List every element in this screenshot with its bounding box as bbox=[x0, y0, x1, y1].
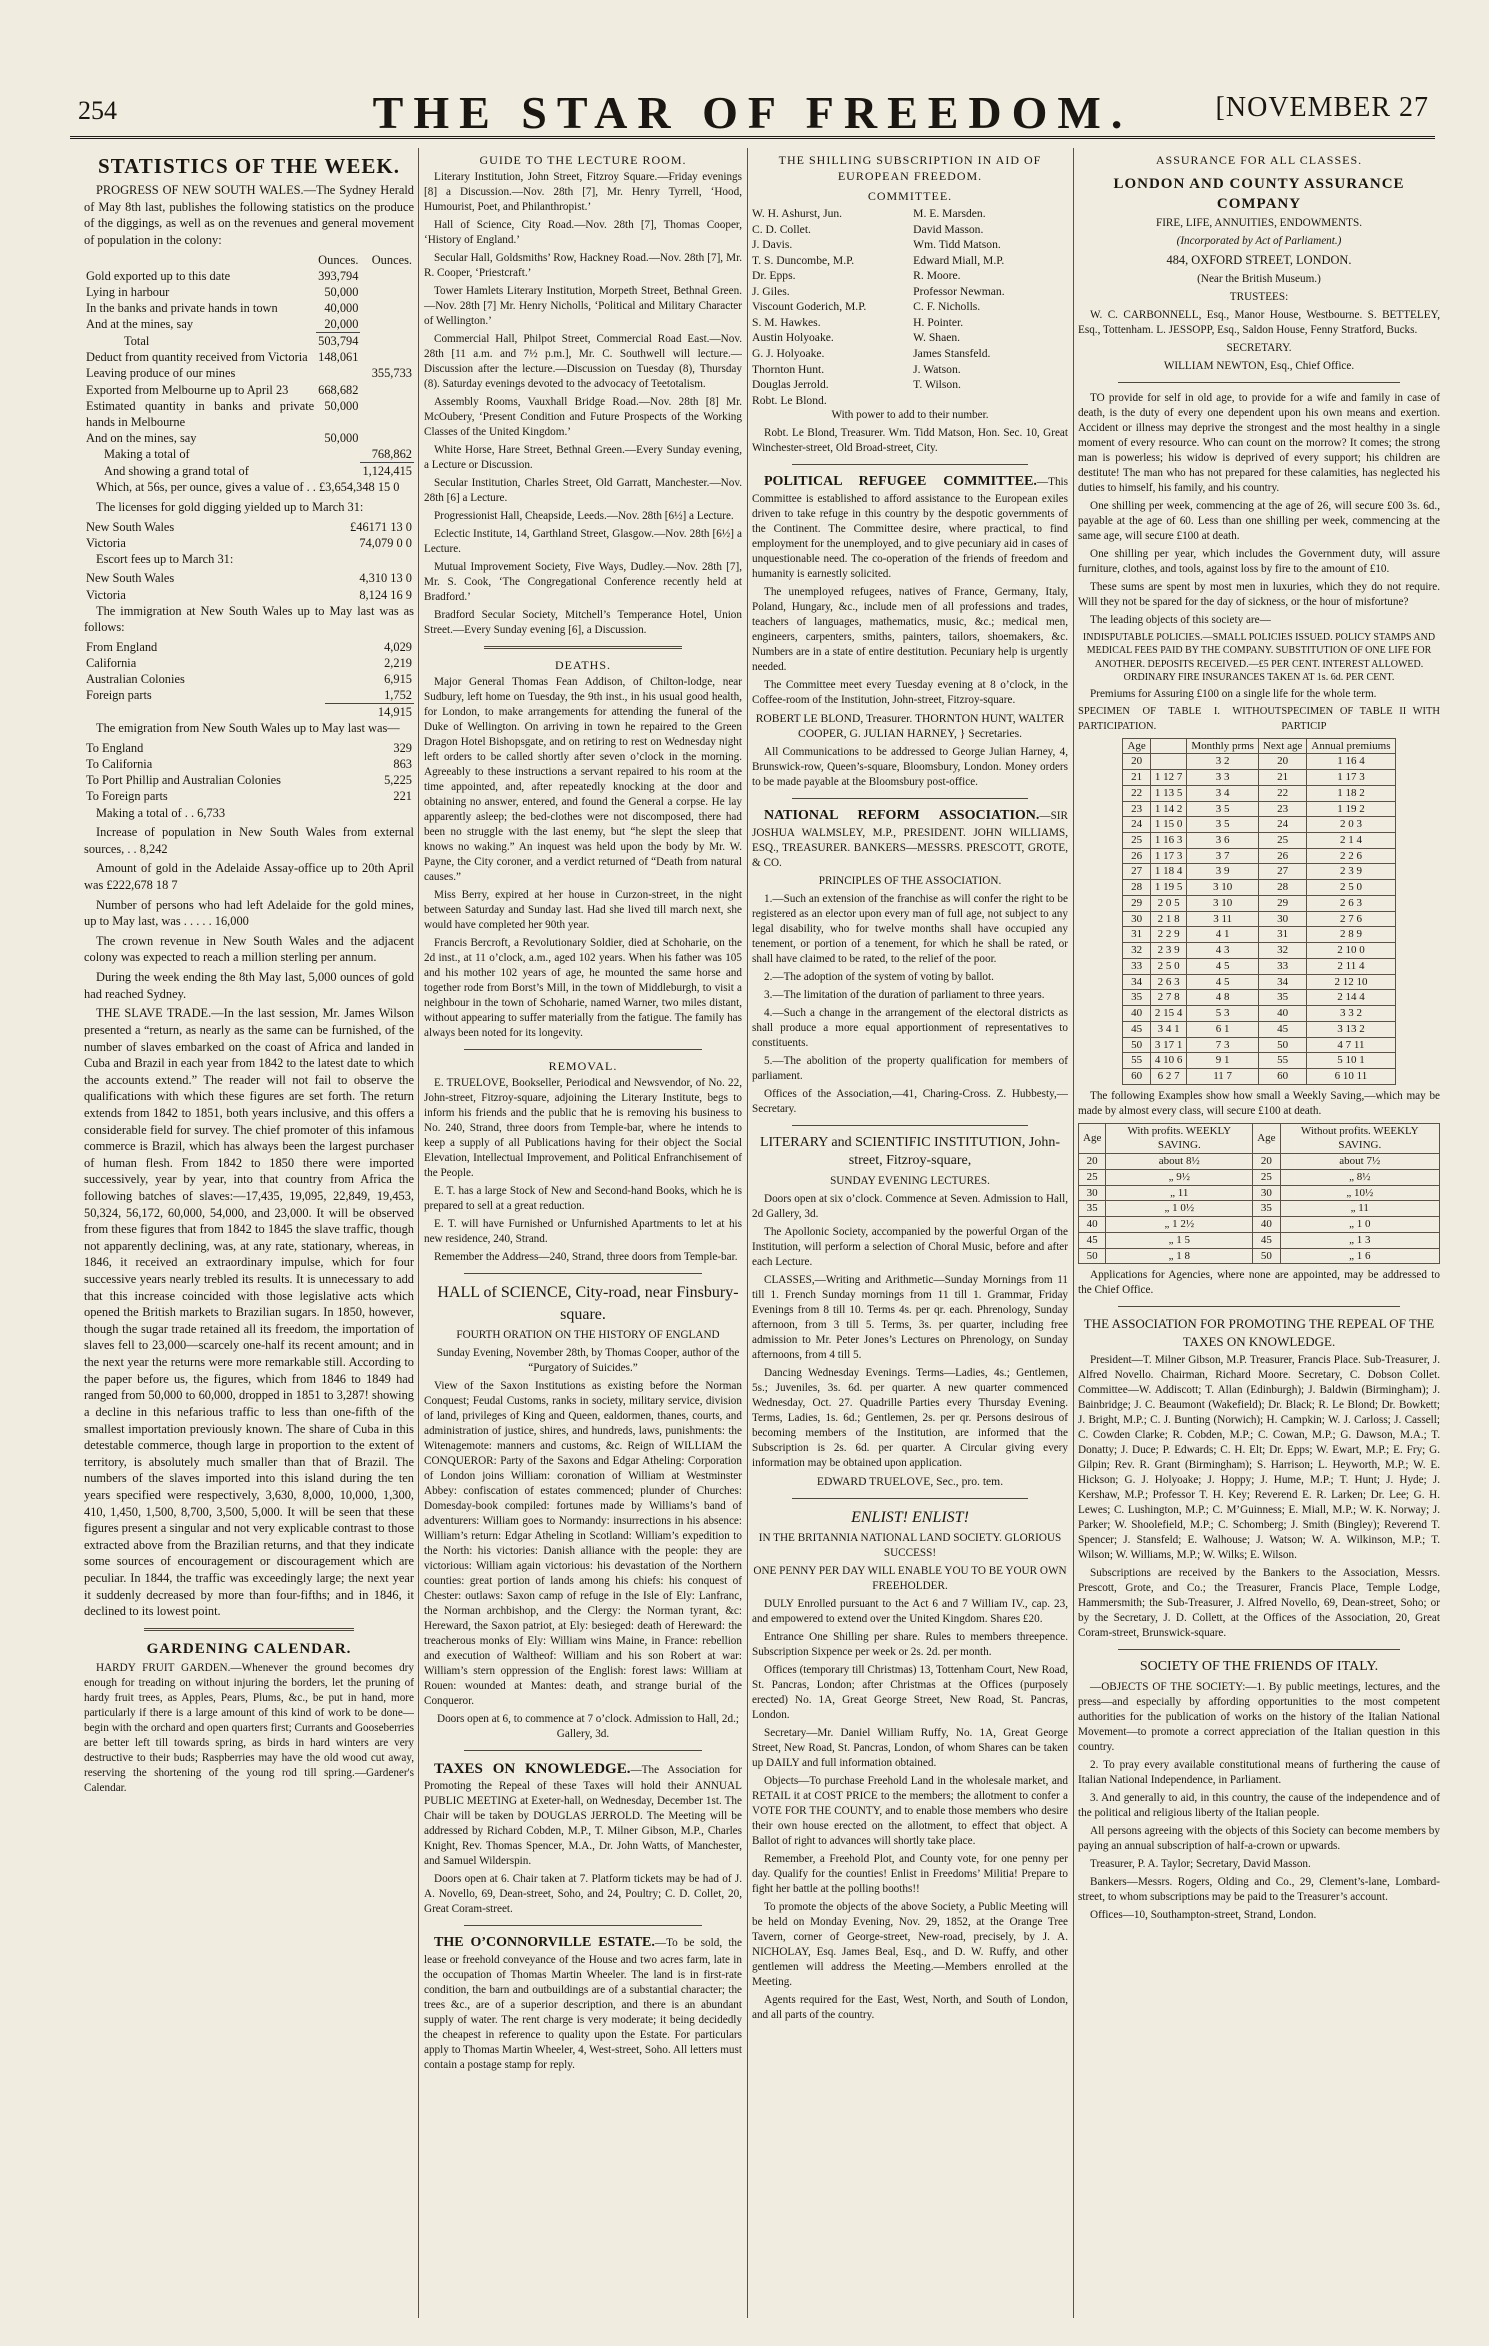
hall-admission: Doors open at 6, to commence at 7 o’clock. Admission to Hall, 2d.; Gallery, 3d. bbox=[436, 1713, 739, 1741]
gardening-heading: GARDENING CALENDAR. bbox=[146, 1640, 352, 1657]
oconnorville-heading: THE O’CONNORVILLE ESTATE. bbox=[434, 1935, 655, 1951]
column-rule bbox=[747, 148, 748, 2318]
table-row: And at the mines, say 20,000 bbox=[86, 317, 359, 332]
table-row: 50 „ 1 8 50 „ 1 6 bbox=[1079, 1248, 1440, 1264]
literary-item: The Apollonic Society, accompanied by the powerful Organ of the Institution, will perform a selection of Choral Music, before and after each Lecture. bbox=[752, 1226, 1068, 1269]
refugee-body: —This Committee is established to afford assistance to the European exiles driven to take refuge in this country by the despotic governments of the Continent. The Committee desire, where practical, to find employment for the unemployed, and to give pecuniary aid in cases of unquestionable need. The co-operation of the friends of freedom and humanity is earnestly solicited. bbox=[752, 476, 1068, 580]
death-notice: Francis Bercroft, a Revolutionary Soldier, died at Schoharie, on the 2d inst., at 11 o’clock, a.m., aged 102 years. When his father was 105 and his mother 102 years of age, he mounted the same horse and together rode from Borst’s Mill, in the town of Middleburgh, to visit a neighbour in the town of Schoharie, named Warner, two miles distant, without appearing to suffer materially from the fatigue. The family has always been noted for its longevity. bbox=[424, 937, 742, 1040]
committee-note: With power to add to their number. bbox=[831, 409, 989, 422]
column-header: Ounces. bbox=[318, 252, 359, 267]
committee-list bbox=[752, 206, 1068, 408]
table-row: 50 3 17 1 7 3 50 4 7 11 bbox=[1123, 1037, 1395, 1053]
table-row: 27 1 18 4 3 9 27 2 3 9 bbox=[1123, 864, 1395, 880]
deaths-heading: DEATHS. bbox=[554, 658, 611, 673]
divider bbox=[792, 464, 1028, 465]
weekly-saving-table bbox=[1078, 1123, 1440, 1265]
reform-heading: NATIONAL REFORM ASSOCIATION. bbox=[764, 807, 1040, 823]
lecture-guide-heading: GUIDE TO THE LECTURE ROOM. bbox=[479, 153, 687, 167]
weekly-saving-line: The following Examples show how small a Weekly Saving,—which may be made by almost every class, will secure £100 at death. bbox=[1078, 1089, 1440, 1117]
refugee-notice bbox=[752, 473, 1068, 582]
gold-table bbox=[84, 252, 414, 480]
table-row: 22 1 13 5 3 4 22 1 18 2 bbox=[1123, 785, 1395, 801]
death-notice: Miss Berry, expired at her house in Curzon-street, in the night between Saturday and Sunday last. Had she lived till march next, she would have completed her 90th year. bbox=[424, 889, 742, 932]
trustees-label: TRUSTEES: bbox=[1229, 290, 1289, 303]
table-labels bbox=[1078, 705, 1440, 733]
refugee-paragraph: All Communications to be addressed to George Julian Harney, 4, Brunswick-row, Queen’s-square, Bloomsbury, London. Money orders to be made payable at the Bloomsbury post-office. bbox=[752, 745, 1068, 788]
taxes-notice bbox=[424, 1759, 742, 1869]
assurance-body: One shilling per week, commencing at the age of 26, will secure £00 3s. 6d., payable at the age of 60. Less than one shilling per week, commencing at the same age, will secure £100 at death. bbox=[1078, 499, 1440, 542]
agencies-note: Applications for Agencies, where none are appointed, may be addressed to the Chief Office. bbox=[1078, 1269, 1440, 1297]
refugee-heading: POLITICAL REFUGEE COMMITTEE. bbox=[764, 474, 1037, 490]
population-increase: Increase of population in New South Wales from external sources, . . 8,242 bbox=[84, 825, 414, 856]
adelaide-persons: Number of persons who had left Adelaide for the gold mines, up to May last, was . . . . . 16,000 bbox=[84, 897, 414, 929]
assurance-heading: LONDON AND COUNTY ASSURANCE COMPANY bbox=[1113, 176, 1405, 213]
paragraph: The crown revenue in New South Wales and the adjacent colony was expected to reach a million sterling per annum. bbox=[84, 933, 414, 965]
table-row: Lying in harbour 50,000 bbox=[86, 284, 359, 299]
table-row: 35 „ 1 0½ 35 „ 11 bbox=[1079, 1201, 1440, 1217]
table-row: Foreign parts 1,752 bbox=[86, 688, 412, 703]
assurance-objects: INDISPUTABLE POLICIES.—SMALL POLICIES ISSUED. POLICY STAMPS AND MEDICAL FEES PAID BY THE COMPANY. SUBSTITUTION OF ONE LIFE FOR ANOTHER. DEPOSITS RECEIVED.—£5 PER CENT. INTEREST ALLOWED. ORDINARY FIRE INSURANCES TAKEN AT 1s. 6d. PER CENT. bbox=[1082, 631, 1436, 684]
newspaper-title: THE STAR OF FREEDOM. bbox=[372, 87, 1133, 138]
literary-subheading: SUNDAY EVENING LECTURES. bbox=[830, 1175, 990, 1188]
table-row: 23 1 14 2 3 5 23 1 19 2 bbox=[1123, 801, 1395, 817]
removal-notice: E. TRUELOVE, Bookseller, Periodical and Newsvendor, of No. 22, John-street, Fitzroy-square, adjoining the Literary Institute, begs to inform his friends and the public that he is removing his business to No. 240, Strand, three doors from Temple-bar, where he intends to keep a supply of all Publications having for their object the Social Elevation, Intellectual Improvement, and Political Enfranchisement of the People. bbox=[424, 1077, 742, 1180]
table-row: 60 6 2 7 11 7 60 6 10 11 bbox=[1123, 1068, 1395, 1084]
assurance-address: 484, OXFORD STREET, LONDON. bbox=[1166, 253, 1352, 268]
table-row: Deduct from quantity received from Victoria 148,061 bbox=[86, 350, 359, 365]
table-row: 32 2 3 9 4 3 32 2 10 0 bbox=[1123, 943, 1395, 959]
table-row: 55 4 10 6 9 1 55 5 10 1 bbox=[1123, 1053, 1395, 1069]
table-row: 26 1 17 3 3 7 26 2 2 6 bbox=[1123, 848, 1395, 864]
table-row: 25 „ 9½ 25 „ 8½ bbox=[1079, 1169, 1440, 1185]
refugee-paragraph: The Committee meet every Tuesday evening at 8 o’clock, in the Coffee-room of the Institution, John-street, Fitzroy-square. bbox=[752, 678, 1068, 706]
statistics-heading: STATISTICS OF THE WEEK. bbox=[98, 154, 400, 178]
italy-heading: SOCIETY OF THE FRIENDS OF ITALY. bbox=[1139, 1659, 1379, 1675]
divider bbox=[464, 1049, 702, 1050]
lecture-item: Assembly Rooms, Vauxhall Bridge Road.—Nov. 28th [8] Mr. McOubery, ‘Present Condition and Future Prospects of the Working Classes of the United Kingdom.’ bbox=[424, 396, 742, 439]
table-header-row bbox=[84, 252, 414, 268]
italy-item: 3. And generally to aid, in this country, the cause of the independence and of the political and religious liberty of the Italian people. bbox=[1078, 1791, 1440, 1819]
oconnorville-notice bbox=[424, 1934, 742, 2073]
table-row: In the banks and private hands in town 40,000 bbox=[86, 300, 359, 315]
refugee-paragraph: The unemployed refugees, natives of France, Germany, Italy, Poland, Hungary, &c., include men of all professions and trades, teachers of languages, mathematics, music, &c.; medical men, engineers, carpenters, smiths, painters, tailors, shoemakers, &c. Numbers are in a state of entire destitution. Pecuniary help is urgently needed. bbox=[752, 585, 1068, 673]
literary-heading: LITERARY and SCIENTIFIC INSTITUTION, John-street, Fitzroy-square, bbox=[759, 1134, 1061, 1169]
table-row: 45 „ 1 5 45 „ 1 3 bbox=[1079, 1232, 1440, 1248]
divider bbox=[1118, 382, 1400, 383]
divider bbox=[792, 798, 1028, 799]
divider bbox=[484, 646, 682, 649]
promoting-body: President—T. Milner Gibson, M.P. Treasurer, Francis Place. Sub-Treasurer, J. Alfred Novello. Chairman, Richard Moore. Secretary, C. Dobson Collet. Committee—W. Addiscott; T. Allan (Edinburgh); J. Baldwin (Birmingham); J. Bainbridge; J. C. Beaumont (Wakefield); Dr. Black; R. Le Blond; Dr. Bowkett; J. Bright, M.P.; C. J. Bunting (Norwich); H. Campkin; W. J. Carloss; J. Cassell; C. Cowden Clarke; R. Cobden, M.P.; C. Cowan, M.P.; G. Dawson, M.A.; T. Donatty; J. Duce; P. Edwards; C. H. Elt; Dr. Epps; W. Ewart, M.P.; E. Fry; G. Gilpin; Rev. R. Grant (Birmingham); S. Harrison; L. Heyworth, M.P.; W. E. Hickson; G. J. Holyoake; J. Hoppy; J. Hume, M.P.; T. Hunt; J. Hyde; J. Kershaw, M.P.; Professor T. H. Key; Reverend E. R. Larken; Dr. Lee; G. H. Lewes; C. Lushington, M.P.; C. M’Guinness; E. Miall, M.P.; W. K. Norway; J. Parker; W. Shoolefield, M.P.; C. Schomberg; J. Smith (Bingley); Reverend T. Spencer; J. Stansfeld; E. Walhouse; J. Watson; W. A. Wilkinson, M.P.; T. Wilson; W. Williams, M.P.; W. Wilks; E. Wilson. bbox=[1078, 1354, 1440, 1562]
assurance-incorporated: (Incorporated by Act of Parliament.) bbox=[1176, 235, 1342, 248]
enlist-heading: ENLIST! ENLIST! bbox=[851, 1508, 969, 1526]
table-row: Estimated quantity in banks and private hands in Melbourne 50,000 bbox=[86, 398, 359, 429]
italy-item: All persons agreeing with the objects of this Society can become members by paying an annual subscription of half-a-crown or upwards. bbox=[1078, 1824, 1440, 1852]
divider bbox=[1118, 1649, 1400, 1650]
table-row: Total 503,794 bbox=[124, 333, 359, 349]
column-header: Ounces. bbox=[371, 252, 412, 267]
divider bbox=[1118, 1306, 1400, 1307]
assurance-body: These sums are spent by most men in luxuries, which they do not require. Will they not be spared for the day of sickness, or the hour of misfortune? bbox=[1078, 580, 1440, 608]
secretary: WILLIAM NEWTON, Esq., Chief Office. bbox=[1163, 359, 1355, 372]
table-row: To Foreign parts 221 bbox=[86, 789, 412, 804]
hall-subheading: FOURTH ORATION ON THE HISTORY OF ENGLAND bbox=[456, 1329, 720, 1342]
emigration-table bbox=[84, 740, 414, 805]
removal-notice: Remember the Address—240, Strand, three doors from Temple-bar. bbox=[434, 1251, 738, 1264]
reform-officers: —SIR JOSHUA WALMSLEY, M.P., PRESIDENT. JOHN WILLIAMS, ESQ., TREASURER. BANKERS—MESSRS. PRESCOTT, GROTE, & CO. bbox=[752, 809, 1068, 869]
table1-label: SPECIMEN OF TABLE I. WITHOUT PARTICIPATION. bbox=[1078, 706, 1282, 732]
italy-item: Offices—10, Southampton-street, Strand, London. bbox=[1090, 1908, 1317, 1921]
lecture-item: Eclectic Institute, 14, Garthland Street, Glasgow.—Nov. 28th [6½] a Lecture. bbox=[424, 528, 742, 556]
assurance-subheading: FIRE, LIFE, ANNUITIES, ENDOWMENTS. bbox=[1155, 217, 1363, 230]
lecture-item: Commercial Hall, Philpot Street, Commercial Road East.—Nov. 28th [11 a.m. and 7½ p.m.], Mr. C. Southwell will lecture.—Discussion after the lecture.—Discussion on Tuesday (8), Thursday (8). Saturday evenings devoted to the advocacy of Teetotalism. bbox=[424, 333, 742, 391]
committee-left: W. H. Ashurst, Jun. C. D. Collet. J. Davis. T. S. Duncombe, M.P. Dr. Epps. J. Giles. Viscount Goderich, M.P. S. M. Hawkes. Austin Holyoake. G. J. Holyoake. Thornton Hunt. Douglas Jerrold. Robt. Le Blond. bbox=[752, 207, 867, 407]
removal-notice: E. T. has a large Stock of New and Second-hand Books, which he is prepared to sell at a great reduction. bbox=[424, 1185, 742, 1213]
italy-item: Treasurer, P. A. Taylor; Secretary, David Masson. bbox=[1090, 1857, 1311, 1870]
table-row: To California 863 bbox=[86, 757, 412, 772]
divider bbox=[464, 1750, 702, 1751]
table2-label: SPECIMEN OF TABLE II WITH PARTICIP bbox=[1281, 706, 1440, 732]
immigration-intro: The immigration at New South Wales up to May last was as follows: bbox=[84, 603, 414, 635]
italy-item: 2. To pray every available constitutional means of furthering the cause of Italian National Independence, in Parliament. bbox=[1078, 1758, 1440, 1786]
slave-trade-article: THE SLAVE TRADE.—In the last session, Mr. James Wilson presented a “return, as nearly as the same can be furnished, of the number of slaves embarked on the coast of Africa and landed in Cuba and Brazil in each year from 1842 to the latest date to which the accounts extend.” The reader will not fail to observe the qualifications with which these figures are set forth. The return extends from 1842 to 1851, both years inclusive, and this offers a considerable field for survey. The chief promoter of this infamous commerce is Brazil, which has always been the largest purchaser of human flesh. From 1842 to 1850 there were imported successively, year by year, into that country from Africa the following batches of slaves:—17,435, 19,095, 22,849, 19,453, 50,324, 56,172, 60,000, 54,000, and 23,000. It will be observed from these figures that from 1842 to 1845 the slave traffic, though not apparently declining, was, at any rate, stationary, whereas, in 1846, it received an extraordinary impulse, which for four successive years nearly trebled its results. It is unnecessary to add that this increase coincided with those legislative acts which opened the British markets to Brazilian sugars. In 1850, however, though the sugar trade retained all its freedom, the importation of slaves fell to 23,000—scarcely one-half its recent amount; and in the next year the returns were more remarkable still. According to the paper before us, the figures, which from 1846 to 1849 had ranged from 50,000 to 60,000, dropped in 1851 to 3,287! showing a decline in this nefarious traffic to less than one-fifth of the smallest importation previously known. The share of Cuba in this detestable commerce, though large in proportion to the extent of territory, is absolutely much smaller than that of Brazil. The numbers of the slaves imported into this island during the ten years specified were respectively, 3,630, 8,000, 10,000, 1,300, 410, 1,450, 1,500, 8,700, 3,500, 5,000. It will be seen that these figures present a singular and not very explicable contrast to those extracted above from the Brazilian returns, and that they indicate some sources of encouragement or discouragement which are peculiar. In 1844, the traffic was exceedingly large; the next year it suddenly decreased by more than four-fifths; and in 1846, it declined to its lowest point. bbox=[84, 1006, 414, 1619]
table-row: 40 2 15 4 5 3 40 3 3 2 bbox=[1123, 1006, 1395, 1022]
licences-table bbox=[84, 519, 414, 551]
divider bbox=[792, 1498, 1028, 1499]
table-row: New South Wales £46171 13 0 bbox=[86, 519, 412, 534]
table-row: 30 „ 11 30 „ 10½ bbox=[1079, 1185, 1440, 1201]
statistics-intro: PROGRESS OF NEW SOUTH WALES.—The Sydney Herald of May 8th last, publishes the following statistics on the produce of the diggings, as well as on the revenues and general movement of population in the colony: bbox=[84, 183, 414, 247]
table-row: 21 1 12 7 3 3 21 1 17 3 bbox=[1123, 770, 1395, 786]
taxes-notice-2: Doors open at 6. Chair taken at 7. Platform tickets may be had of J. A. Novello, 69, Dean-street, Soho, and 24, Poultry; C. D. Collet, 20, Great Coram-street. bbox=[424, 1873, 742, 1916]
reform-item: Offices of the Association,—41, Charing-Cross. Z. Hubbesty,—Secretary. bbox=[752, 1087, 1068, 1115]
table-row: Victoria 74,079 0 0 bbox=[86, 535, 412, 550]
escort-table bbox=[84, 570, 414, 602]
premium-table bbox=[1122, 738, 1395, 1085]
table-row: 14,915 bbox=[84, 704, 414, 721]
committee-right: M. E. Marsden. David Masson. Wm. Tidd Matson. Edward Miall, M.P. R. Moore. Professor Newman. C. F. Nicholls. H. Pointer. W. Shaen. James Stansfeld. J. Watson. T. Wilson. bbox=[913, 207, 1005, 392]
enlist-item: Offices (temporary till Christmas) 13, Tottenham Court, New Road, St. Pancras, London; after Christmas at the Offices (purposely erected) No. 1A, Great George Street, New Road, St. Pancras, London. bbox=[752, 1664, 1068, 1722]
oconnorville-body: —To be sold, the lease or freehold conveyance of the House and two acres farm, late in the occupation of Thomas Martin Wheeler. The land is in first-rate condition, the barn and outbuildings are of a substantial character; the trees &c., are of a superior description, and there is an abundant supply of water. The rent charge is very moderate; it being decidedly the cheapest in reference to quality upon the Estate. For particulars apply to Thomas Martin Wheeler, 4, West-street, Soho. All letters must contain a postage stamp for reply. bbox=[424, 1937, 742, 2071]
masthead bbox=[70, 78, 1435, 139]
committee-address: Robt. Le Blond, Treasurer. Wm. Tidd Matson, Hon. Sec. 10, Great Winchester-street, Old Broad-street, City. bbox=[752, 427, 1068, 455]
death-notice: Major General Thomas Fean Addison, of Chilton-lodge, near Sudbury, left home on Tuesday, the 9th inst., in his usual good health, for London, to make arrangements for attending the funeral of the Duke of Wellington. On arriving in town he repaired to the Green Dragon Hotel Bishopsgate, and on retiring to rest on Wednesday night left orders to be called shortly after seven o’clock in the morning. Agreeably to these instructions a servant repaired to his room at the time appointed, and, after repeatedly knocking at the door and obtaining no answer, entered, and found the General a corpse. He lay apparently asleep; the bed-clothes were not discomposed, there had been no struggle with the last enemy, but “he slept the sleep that knows no waking.” An inquest was held upon the body by Mr. W. Payne, the City coroner, and a verdict returned of “Death from natural causes.” bbox=[424, 676, 742, 884]
literary-item: Doors open at six o’clock. Commence at Seven. Admission to Hall, 2d Gallery, 3d. bbox=[752, 1193, 1068, 1221]
assurance-top: ASSURANCE FOR ALL CLASSES. bbox=[1155, 153, 1363, 167]
table-row: Victoria 8,124 16 9 bbox=[86, 587, 412, 602]
refugee-officers: ROBERT LE BLOND, Treasurer. THORNTON HUNT, WALTER COOPER, G. JULIAN HARNEY, } Secretaries. bbox=[755, 711, 1065, 741]
reform-item: 5.—The abolition of the property qualification for members of parliament. bbox=[752, 1054, 1068, 1082]
divider bbox=[792, 1125, 1028, 1126]
shilling-heading: THE SHILLING SUBSCRIPTION IN AID OF EUROPEAN FREEDOM. bbox=[778, 153, 1042, 184]
assurance-address-note: (Near the British Museum.) bbox=[1197, 272, 1321, 285]
emigration-intro: The emigration from New South Wales up to May last was— bbox=[96, 721, 400, 736]
adelaide-gold: Amount of gold in the Adelaide Assay-office up to 20th April was £222,678 18 7 bbox=[84, 861, 414, 893]
table-row: 31 2 2 9 4 1 31 2 8 9 bbox=[1123, 927, 1395, 943]
table-row: Leaving produce of our mines 355,733 bbox=[86, 366, 412, 381]
lecture-item: Secular Institution, Charles Street, Old Garratt, Manchester.—Nov. 28th [6] a Lecture. bbox=[424, 477, 742, 505]
immigration-table bbox=[84, 639, 414, 721]
taxes-body: —The Association for Promoting the Repeal of these Taxes will hold their ANNUAL PUBLIC MEETING at Exeter-hall, on Wednesday, December 1st. The Chair will be taken by DOUGLAS JERROLD. The Meeting will be addressed by Richard Cobden, M.P., T. Milner Gibson, M.P., Charles Knight, Rev. Thomas Spencer, M.A., Dr. John Watts, of Manchester, and Samuel Wilderspin. bbox=[424, 1764, 742, 1868]
assurance-body: The leading objects of this society are— bbox=[1090, 613, 1271, 626]
column-statistics bbox=[84, 148, 414, 2328]
trustees: W. C. CARBONNELL, Esq., Manor House, Westbourne. S. BETTELEY, Esq., Tottenham. L. JESSOPP, Esq., Saldon House, Fenny Stratford, Bucks. bbox=[1078, 308, 1440, 336]
promoting-heading: THE ASSOCIATION FOR PROMOTING THE REPEAL OF THE TAXES ON KNOWLEDGE. bbox=[1083, 1316, 1435, 1349]
table-row: Exported from Melbourne up to April 23 668,682 bbox=[86, 382, 359, 397]
lecture-item: White Horse, Hare Street, Bethnal Green.—Every Sunday evening, a Lecture or Discussion. bbox=[424, 444, 742, 472]
lecture-item: Mutual Improvement Society, Five Ways, Dudley.—Nov. 28th [7], Mr. S. Cook, ‘The Congregational Conference recently held at Bradford.’ bbox=[424, 561, 742, 604]
table-row: 20 about 8½ 20 about 7½ bbox=[1079, 1154, 1440, 1170]
table-row: 25 1 16 3 3 6 25 2 1 4 bbox=[1123, 832, 1395, 848]
gold-value: Which, at 56s, per ounce, gives a value of . . £3,654,348 15 0 bbox=[96, 480, 400, 495]
lecture-item: Progressionist Hall, Cheapside, Leeds.—Nov. 28th [6½] a Lecture. bbox=[434, 510, 734, 523]
italy-item: Bankers—Messrs. Rogers, Olding and Co., 29, Clement’s-lane, Lombard-street, to whom subscriptions may be paid to the Treasurer’s account. bbox=[1078, 1875, 1440, 1903]
taxes-heading: TAXES ON KNOWLEDGE. bbox=[434, 1761, 631, 1778]
table-row: 28 1 19 5 3 10 28 2 5 0 bbox=[1123, 880, 1395, 896]
table-header-row: Age Monthly prms Next age Annual premiums bbox=[1123, 738, 1395, 754]
literary-item: Dancing Wednesday Evenings. Terms—Ladies, 4s.; Gentlemen, 5s.; Juveniles, 3s. 6d. per quarter. A new quarter commenced Wednesday, Oct. 27. Quadrille Parties every Thursday Evening. Terms, Ladies, 1s. 6d.; Gentlemen, 2s. per qr. Persons desirous of becoming members of the Institution, are informed that the Subscription is 2s. 6d. per quarter. A Circular giving every information may be obtained upon application. bbox=[752, 1367, 1068, 1470]
enlist-item: Objects—To purchase Freehold Land in the wholesale market, and RETAIL it at COST PRICE to the members; the allotment to confer a VOTE FOR THE COUNTY, and to enable those members who desire their own house erected on the allotment, to effect that object. A Ballot of right to advances will shortly take place. bbox=[752, 1775, 1068, 1848]
reform-item: 2.—The adoption of the system of voting by ballot. bbox=[764, 970, 994, 983]
paragraph: During the week ending the 8th May last, 5,000 ounces of gold had reached Sydney. bbox=[84, 970, 414, 1001]
reform-item: 1.—Such an extension of the franchise as will confer the right to be registered as an elector upon every man of full age, not subject to any legal disability, who for twelve months shall have occupied any tenement, or portion of a tenement, for which he shall be rated, or shall have claimed to be rated, to the relief of the poor. bbox=[752, 892, 1068, 965]
column-rule bbox=[1073, 148, 1074, 2318]
secretary-label: SECRETARY. bbox=[1226, 341, 1292, 354]
promoting-body-2: Subscriptions are received by the Bankers to the Association, Messrs. Prescott, Grote, and Co.; the Treasurer, Francis Place, Temple Lodge, Hammersmith; the Sub-Treasurer, J. Alfred Novello, 69, Dean-street, Soho; or by the Secretary, J. D. Collett, at the Offices of the Association, 20, Great Coram-street, Brunswick-square. bbox=[1078, 1567, 1440, 1640]
premiums-line: Premiums for Assuring £100 on a single life for the whole term. bbox=[1090, 688, 1377, 701]
enlist-subheading-2: ONE PENNY PER DAY WILL ENABLE YOU TO BE YOUR OWN FREEHOLDER. bbox=[753, 1565, 1067, 1593]
reform-notice bbox=[752, 807, 1068, 871]
reform-item: 3.—The limitation of the duration of parliament to three years. bbox=[764, 988, 1045, 1001]
lecture-item: Secular Hall, Goldsmiths’ Row, Hackney Road.—Nov. 28th [7], Mr. R. Cooper, ‘Priestcraft.’ bbox=[424, 252, 742, 280]
column-notices bbox=[752, 148, 1068, 2328]
issue-date: [NOVEMBER 27 bbox=[1215, 92, 1429, 123]
table-row: And on the mines, say 50,000 bbox=[86, 430, 359, 445]
hall-body: View of the Saxon Institutions as existing before the Norman Conquest; Feudal Customs, ranks in society, military service, division of land, privileges of King and Queen, ealdormen, thanes, courts, and administration of justice, shires, and hundreds, laws, punishments: the Witenagemote: manners and customs, &c. Reign of WILLIAM the CONQUEROR: Party of the Saxons and Edgar Atheling: Corporation of London joins William: coronation of William at Westminster Abbey: confiscation of estates commenced; plunder of Churches: Domesday-book compiled: fortunes made by Williams’s band of adventurers: William goes to Normandy: insurrections in his absence: William’s return: Edgar Atheling in Scotland: William’s expedition to the North: his victories: Danish alliance with the people: they are victorious: William again victorious: his devastation of the Northern counties: great portion of lands among his chiefs: his conquest of Chester: outlaws: Saxon camp of refuge in the Isle of Ely: Lanfranc, the Norman archbishop, and the Clergy: the Norman tyrant, &c: Hereward, the Saxon patriot, at Ely: besieged: death of Hereward: the treacherous monks of Ely: William wins Maine, in France: rebellion and execution of Waltheof: William and his son Robert at war: William’s stern oppression of the English: forest laws: William at Rouen: wounded at Mantes: death, and strange burial of the Conqueror. bbox=[424, 1380, 742, 1708]
divider bbox=[464, 1925, 702, 1926]
column-rule bbox=[418, 148, 419, 2318]
table-row: California 2,219 bbox=[86, 655, 412, 670]
table-row: 29 2 0 5 3 10 29 2 6 3 bbox=[1123, 895, 1395, 911]
literary-item: CLASSES,—Writing and Arithmetic—Sunday Mornings from 11 till 1. French Sunday mornings from 11 till 1. Grammar, Friday Evenings from 8 till 10. Terms 4s. per qr. each. Phrenology, Sunday afternoon, from 3 till 5. Terms, 3s. per quarter, including free admission to Mr. Peter Jones’s Lectures on Phrenology, on Sunday afternoons, from 4 till 5. bbox=[752, 1274, 1068, 1362]
lecture-item: Hall of Science, City Road.—Nov. 28th [7], Thomas Cooper, ‘History of England.’ bbox=[424, 219, 742, 247]
hall-date: Sunday Evening, November 28th, by Thomas Cooper, author of the “Purgatory of Suicides.” bbox=[436, 1347, 740, 1375]
enlist-item: Entrance One Shilling per share. Rules to members threepence. Subscription Sixpence per week or 2s. 2d. per month. bbox=[752, 1631, 1068, 1659]
gardening-article: HARDY FRUIT GARDEN.—Whenever the ground becomes dry enough for treading on without injuring the borders, let the pruning of hardy fruit trees, as Apples, Pears, Plums, &c., be put in hand, more particularly if there is a large amount of this kind of work to be done—begin with the orchard and open quarters first; Currants and Gooseberries are better left till towards spring, as birds in hard winters are very destructive to their buds; Raspberries may have the old wood cut away, reserving the shortening of the young rod till spring.—Gardener's Calendar. bbox=[84, 1661, 414, 1794]
divider bbox=[144, 1628, 354, 1631]
assurance-body: TO provide for self in old age, to provide for a wife and family in case of death, is the duty of every one dependent upon his own means and exertion. Accident or illness may deprive the strongest and the most healthy in a single moment of every resource. Who can count on the morrow? It comes; the strong man is powerless; his widow is deprived of every support; his children are destitute! The man who has not prepared for these calamities, has neglected his duties to himself, his family, and his country. bbox=[1078, 391, 1440, 494]
table-row: Making a total of 768,862 bbox=[104, 447, 412, 462]
table-row: 33 2 5 0 4 5 33 2 11 4 bbox=[1123, 958, 1395, 974]
column-assurance bbox=[1078, 148, 1440, 2328]
table-row: 34 2 6 3 4 5 34 2 12 10 bbox=[1123, 974, 1395, 990]
table-row: To England 329 bbox=[86, 741, 412, 756]
table-row: Australian Colonies 6,915 bbox=[86, 672, 412, 687]
page-number: 254 bbox=[78, 96, 117, 125]
table-row: 30 2 1 8 3 11 30 2 7 6 bbox=[1123, 911, 1395, 927]
enlist-subheading: IN THE BRITANNIA NATIONAL LAND SOCIETY. GLORIOUS SUCCESS! bbox=[758, 1532, 1062, 1560]
licences-intro: The licenses for gold digging yielded up to March 31: bbox=[96, 499, 364, 514]
enlist-item: Remember, a Freehold Plot, and County vote, for one penny per day. Qualify for the counties! Enlist in Freedoms’ Militia! Prepare to fight her battle at the polling booths!! bbox=[752, 1853, 1068, 1896]
committee-label: COMMITTEE. bbox=[867, 189, 953, 204]
hall-of-science-heading: HALL of SCIENCE, City-road, near Finsbury-square. bbox=[437, 1284, 739, 1323]
lecture-item: Bradford Secular Society, Mitchell’s Temperance Hotel, Union Street.—Every Sunday evening [6], a Discussion. bbox=[424, 609, 742, 637]
table-row: From England 4,029 bbox=[86, 639, 412, 654]
table-row: And showing a grand total of 1,124,415 bbox=[104, 463, 412, 479]
escort-intro: Escort fees up to March 31: bbox=[96, 551, 234, 566]
removal-notice: E. T. will have Furnished or Unfurnished Apartments to let at his new residence, 240, Strand. bbox=[424, 1218, 742, 1246]
reform-item: 4.—Such a change in the arrangement of the electoral districts as shall produce a more equal apportionment of representatives to constituents. bbox=[752, 1006, 1068, 1049]
lecture-item: Literary Institution, John Street, Fitzroy Square.—Friday evenings [8] a Discussion.—Nov. 28th [7], Mr. Henry Tyrrell, ‘Hood, Humourist, Poet, and Philanthropist.’ bbox=[424, 171, 742, 214]
table-row: 35 2 7 8 4 8 35 2 14 4 bbox=[1123, 990, 1395, 1006]
reform-principles-heading: PRINCIPLES OF THE ASSOCIATION. bbox=[818, 874, 1002, 887]
table-row: 24 1 15 0 3 5 24 2 0 3 bbox=[1123, 817, 1395, 833]
italy-item: —OBJECTS OF THE SOCIETY:—1. By public meetings, lectures, and the press—and especially by affording opportunities to the most competent authorities for the publication of works on the history of the Italian National Movement—to promote a correct appreciation of the Italian question in this country. bbox=[1078, 1680, 1440, 1753]
table-row: 20 3 2 20 1 16 4 bbox=[1123, 754, 1395, 770]
enlist-item: DULY Enrolled pursuant to the Act 6 and 7 William IV., cap. 23, and empowered to extend over the United Kingdom. Shares £20. bbox=[752, 1598, 1068, 1626]
enlist-item: Secretary—Mr. Daniel William Ruffy, No. 1A, Great George Street, New Road, St. Pancras, London, of whom Shares can be taken up DAILY and full information obtained. bbox=[752, 1727, 1068, 1770]
table-row: To Port Phillip and Australian Colonies 5,225 bbox=[86, 773, 412, 788]
table-row: 40 „ 1 2½ 40 „ 1 0 bbox=[1079, 1217, 1440, 1233]
literary-signature: EDWARD TRUELOVE, Sec., pro. tem. bbox=[816, 1475, 1004, 1489]
lecture-item: Tower Hamlets Literary Institution, Morpeth Street, Bethnal Green.—Nov. 28th [7] Mr. Henry Nicholls, ‘Political and Military Character of Wellington.’ bbox=[424, 285, 742, 328]
table-row: 45 3 4 1 6 1 45 3 13 2 bbox=[1123, 1021, 1395, 1037]
table-row: New South Wales 4,310 13 0 bbox=[86, 571, 412, 586]
enlist-item: Agents required for the East, West, North, and South of London, and all parts of the country. bbox=[752, 1994, 1068, 2022]
divider bbox=[464, 1273, 702, 1274]
enlist-item: To promote the objects of the above Society, a Public Meeting will be held on Monday Evening, Nov. 29, 1852, at the Orange Tree Tavern, corner of George-street, New-road, precisely, by J. A. NICHOLAY, Esq. James Beal, Esq., and D. W. Ruffy, and other gentlemen will address the Meeting.—Members enrolled at the Meeting. bbox=[752, 1901, 1068, 1989]
removal-heading: REMOVAL. bbox=[548, 1059, 618, 1074]
table-header-row: Age With profits. WEEKLY SAVING. Age Without profits. WEEKLY SAVING. bbox=[1079, 1123, 1440, 1153]
assurance-body: One shilling per year, which includes the Government duty, will assure furniture, clothes, and tools, against loss by fire to the amount of £10. bbox=[1078, 547, 1440, 575]
table-row: Gold exported up to this date 393,794 bbox=[86, 268, 359, 283]
column-lectures bbox=[424, 148, 742, 2328]
emigration-total: Making a total of . . 6,733 bbox=[96, 805, 226, 820]
